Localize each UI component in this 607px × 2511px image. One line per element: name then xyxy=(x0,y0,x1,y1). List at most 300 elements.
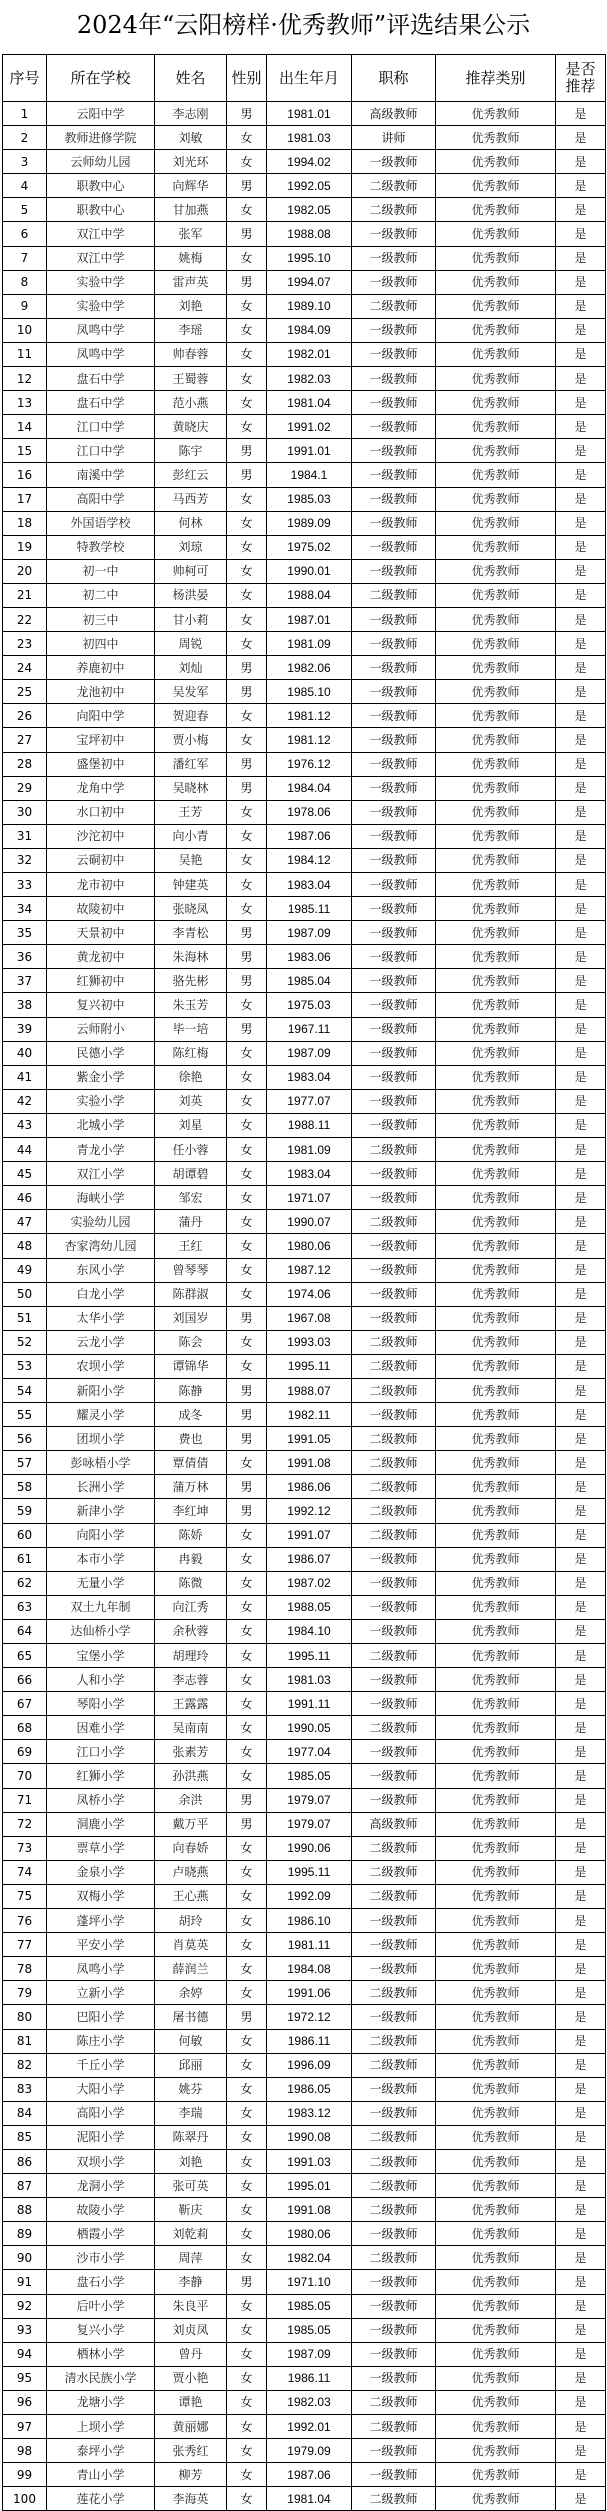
cell-school: 职教中心 xyxy=(47,198,155,222)
table-row xyxy=(3,873,606,897)
cell-gender: 女 xyxy=(227,487,267,511)
table-row xyxy=(3,921,606,945)
cell-birth: 1995.11 xyxy=(267,1860,352,1884)
cell-index: 23 xyxy=(3,632,47,656)
cell-recommended: 是 xyxy=(556,1836,606,1860)
cell-index: 29 xyxy=(3,776,47,800)
cell-school: 平安小学 xyxy=(47,1933,155,1957)
table-row xyxy=(3,2077,606,2101)
cell-title: 一级教师 xyxy=(352,1113,436,1137)
cell-gender: 女 xyxy=(227,1065,267,1089)
cell-school: 青山小学 xyxy=(47,2463,155,2487)
cell-gender: 女 xyxy=(227,1981,267,2005)
cell-name: 陈红梅 xyxy=(155,1041,227,1065)
cell-index: 93 xyxy=(3,2318,47,2342)
cell-category: 优秀教师 xyxy=(436,2149,556,2173)
cell-index: 4 xyxy=(3,174,47,198)
cell-school: 盛堡初中 xyxy=(47,752,155,776)
cell-title: 二级教师 xyxy=(352,1475,436,1499)
cell-category: 优秀教师 xyxy=(436,2487,556,2511)
cell-school: 团坝小学 xyxy=(47,1427,155,1451)
cell-recommended: 是 xyxy=(556,1981,606,2005)
cell-category: 优秀教师 xyxy=(436,2005,556,2029)
cell-name: 胡玲 xyxy=(155,1909,227,1933)
cell-recommended: 是 xyxy=(556,1065,606,1089)
cell-gender: 男 xyxy=(227,439,267,463)
cell-recommended: 是 xyxy=(556,1499,606,1523)
cell-birth: 1987.12 xyxy=(267,1258,352,1282)
table-row xyxy=(3,2246,606,2270)
cell-school: 江口中学 xyxy=(47,439,155,463)
cell-gender: 女 xyxy=(227,1138,267,1162)
cell-index: 69 xyxy=(3,1740,47,1764)
cell-name: 黄晓庆 xyxy=(155,415,227,439)
cell-index: 51 xyxy=(3,1306,47,1330)
cell-school: 栖霞小学 xyxy=(47,2222,155,2246)
cell-school: 双土九年制 xyxy=(47,1595,155,1619)
cell-recommended: 是 xyxy=(556,2439,606,2463)
table-row xyxy=(3,2487,606,2511)
cell-title: 二级教师 xyxy=(352,1330,436,1354)
cell-birth: 1976.12 xyxy=(267,752,352,776)
cell-index: 31 xyxy=(3,824,47,848)
table-row xyxy=(3,1668,606,1692)
cell-index: 35 xyxy=(3,921,47,945)
cell-index: 70 xyxy=(3,1764,47,1788)
cell-birth: 1983.04 xyxy=(267,1065,352,1089)
cell-category: 优秀教师 xyxy=(436,1523,556,1547)
cell-category: 优秀教师 xyxy=(436,1113,556,1137)
cell-recommended: 是 xyxy=(556,1523,606,1547)
cell-gender: 男 xyxy=(227,656,267,680)
table-row xyxy=(3,1933,606,1957)
header-school: 所在学校 xyxy=(47,55,155,102)
cell-name: 王芳 xyxy=(155,800,227,824)
cell-name: 刘乾莉 xyxy=(155,2222,227,2246)
cell-birth: 1979.09 xyxy=(267,2439,352,2463)
cell-recommended: 是 xyxy=(556,102,606,126)
cell-recommended: 是 xyxy=(556,1354,606,1378)
cell-birth: 1991.02 xyxy=(267,415,352,439)
cell-title: 一级教师 xyxy=(352,222,436,246)
cell-category: 优秀教师 xyxy=(436,2053,556,2077)
cell-name: 刘琼 xyxy=(155,535,227,559)
cell-birth: 1981.04 xyxy=(267,391,352,415)
cell-index: 63 xyxy=(3,1595,47,1619)
cell-gender: 女 xyxy=(227,1860,267,1884)
cell-name: 余洪 xyxy=(155,1788,227,1812)
cell-category: 优秀教师 xyxy=(436,246,556,270)
table-row xyxy=(3,2390,606,2414)
table-row xyxy=(3,824,606,848)
cell-birth: 1979.07 xyxy=(267,1812,352,1836)
cell-category: 优秀教师 xyxy=(436,2318,556,2342)
cell-recommended: 是 xyxy=(556,2053,606,2077)
cell-index: 7 xyxy=(3,246,47,270)
cell-recommended: 是 xyxy=(556,2101,606,2125)
cell-category: 优秀教师 xyxy=(436,752,556,776)
cell-school: 红狮初中 xyxy=(47,969,155,993)
cell-name: 张秀红 xyxy=(155,2439,227,2463)
cell-gender: 男 xyxy=(227,1017,267,1041)
cell-recommended: 是 xyxy=(556,198,606,222)
cell-name: 朱海林 xyxy=(155,945,227,969)
cell-birth: 1986.05 xyxy=(267,2077,352,2101)
cell-category: 优秀教师 xyxy=(436,222,556,246)
cell-birth: 1985.05 xyxy=(267,2294,352,2318)
table-row xyxy=(3,1860,606,1884)
header-gender: 性别 xyxy=(227,55,267,102)
cell-recommended: 是 xyxy=(556,1595,606,1619)
cell-birth: 1990.06 xyxy=(267,1836,352,1860)
cell-name: 覃倩倩 xyxy=(155,1451,227,1475)
cell-birth: 1986.11 xyxy=(267,2029,352,2053)
cell-category: 优秀教师 xyxy=(436,632,556,656)
cell-birth: 1981.12 xyxy=(267,728,352,752)
cell-gender: 男 xyxy=(227,2005,267,2029)
cell-title: 一级教师 xyxy=(352,2077,436,2101)
cell-title: 二级教师 xyxy=(352,2246,436,2270)
table-row xyxy=(3,728,606,752)
cell-index: 13 xyxy=(3,391,47,415)
cell-recommended: 是 xyxy=(556,415,606,439)
cell-title: 讲师 xyxy=(352,126,436,150)
cell-gender: 女 xyxy=(227,2294,267,2318)
table-row xyxy=(3,1788,606,1812)
cell-gender: 女 xyxy=(227,800,267,824)
table-row xyxy=(3,2101,606,2125)
cell-gender: 女 xyxy=(227,1282,267,1306)
cell-index: 94 xyxy=(3,2342,47,2366)
cell-title: 一级教师 xyxy=(352,848,436,872)
cell-gender: 女 xyxy=(227,1595,267,1619)
cell-category: 优秀教师 xyxy=(436,2246,556,2270)
cell-birth: 1983.06 xyxy=(267,945,352,969)
table-row xyxy=(3,1812,606,1836)
cell-gender: 女 xyxy=(227,1764,267,1788)
cell-name: 吴艳 xyxy=(155,848,227,872)
cell-category: 优秀教师 xyxy=(436,1764,556,1788)
cell-gender: 女 xyxy=(227,318,267,342)
cell-title: 二级教师 xyxy=(352,1210,436,1234)
cell-recommended: 是 xyxy=(556,2415,606,2439)
cell-index: 33 xyxy=(3,873,47,897)
cell-gender: 女 xyxy=(227,246,267,270)
cell-recommended: 是 xyxy=(556,583,606,607)
cell-recommended: 是 xyxy=(556,439,606,463)
cell-birth: 1987.06 xyxy=(267,2463,352,2487)
cell-title: 一级教师 xyxy=(352,1258,436,1282)
cell-school: 实验小学 xyxy=(47,1089,155,1113)
table-body xyxy=(3,102,606,2511)
cell-birth: 1991.08 xyxy=(267,1451,352,1475)
table-row xyxy=(3,1836,606,1860)
cell-title: 一级教师 xyxy=(352,1282,436,1306)
cell-name: 蒲万林 xyxy=(155,1475,227,1499)
cell-index: 39 xyxy=(3,1017,47,1041)
cell-birth: 1992.12 xyxy=(267,1499,352,1523)
cell-birth: 1987.09 xyxy=(267,921,352,945)
cell-school: 凤桥小学 xyxy=(47,1788,155,1812)
cell-title: 一级教师 xyxy=(352,367,436,391)
cell-recommended: 是 xyxy=(556,1716,606,1740)
cell-index: 62 xyxy=(3,1571,47,1595)
cell-recommended: 是 xyxy=(556,1692,606,1716)
table-row xyxy=(3,897,606,921)
cell-title: 一级教师 xyxy=(352,993,436,1017)
cell-index: 9 xyxy=(3,294,47,318)
cell-title: 一级教师 xyxy=(352,1788,436,1812)
cell-school: 职教中心 xyxy=(47,174,155,198)
cell-title: 一级教师 xyxy=(352,1571,436,1595)
cell-index: 25 xyxy=(3,680,47,704)
cell-name: 余秋蓉 xyxy=(155,1619,227,1643)
cell-title: 高级教师 xyxy=(352,102,436,126)
cell-title: 一级教师 xyxy=(352,680,436,704)
table-row xyxy=(3,656,606,680)
cell-index: 90 xyxy=(3,2246,47,2270)
cell-name: 刘星 xyxy=(155,1113,227,1137)
cell-index: 18 xyxy=(3,511,47,535)
cell-category: 优秀教师 xyxy=(436,1571,556,1595)
cell-category: 优秀教师 xyxy=(436,2174,556,2198)
cell-category: 优秀教师 xyxy=(436,535,556,559)
cell-birth: 1981.03 xyxy=(267,1668,352,1692)
cell-school: 金泉小学 xyxy=(47,1860,155,1884)
cell-gender: 女 xyxy=(227,873,267,897)
cell-title: 二级教师 xyxy=(352,1451,436,1475)
cell-birth: 1988.11 xyxy=(267,1113,352,1137)
cell-category: 优秀教师 xyxy=(436,1812,556,1836)
cell-recommended: 是 xyxy=(556,632,606,656)
cell-gender: 男 xyxy=(227,2270,267,2294)
table-row xyxy=(3,1692,606,1716)
cell-recommended: 是 xyxy=(556,246,606,270)
cell-school: 因难小学 xyxy=(47,1716,155,1740)
cell-birth: 1995.11 xyxy=(267,1644,352,1668)
cell-recommended: 是 xyxy=(556,511,606,535)
cell-recommended: 是 xyxy=(556,1282,606,1306)
cell-category: 优秀教师 xyxy=(436,2463,556,2487)
cell-school: 清水民族小学 xyxy=(47,2366,155,2390)
cell-school: 陈庄小学 xyxy=(47,2029,155,2053)
cell-gender: 女 xyxy=(227,415,267,439)
table-row xyxy=(3,1619,606,1643)
cell-birth: 1983.04 xyxy=(267,873,352,897)
cell-gender: 女 xyxy=(227,1836,267,1860)
cell-school: 洞鹿小学 xyxy=(47,1812,155,1836)
cell-index: 15 xyxy=(3,439,47,463)
cell-title: 二级教师 xyxy=(352,2390,436,2414)
cell-school: 东风小学 xyxy=(47,1258,155,1282)
cell-name: 朱玉芳 xyxy=(155,993,227,1017)
cell-title: 一级教师 xyxy=(352,921,436,945)
cell-name: 张可英 xyxy=(155,2174,227,2198)
cell-recommended: 是 xyxy=(556,2077,606,2101)
cell-birth: 1971.07 xyxy=(267,1186,352,1210)
cell-index: 14 xyxy=(3,415,47,439)
cell-name: 费也 xyxy=(155,1427,227,1451)
cell-birth: 1984.1 xyxy=(267,463,352,487)
cell-category: 优秀教师 xyxy=(436,1330,556,1354)
cell-gender: 男 xyxy=(227,1403,267,1427)
cell-birth: 1995.11 xyxy=(267,1354,352,1378)
cell-index: 77 xyxy=(3,1933,47,1957)
cell-category: 优秀教师 xyxy=(436,728,556,752)
table-row xyxy=(3,1909,606,1933)
cell-birth: 1988.07 xyxy=(267,1378,352,1402)
cell-gender: 男 xyxy=(227,680,267,704)
cell-index: 91 xyxy=(3,2270,47,2294)
cell-index: 17 xyxy=(3,487,47,511)
cell-gender: 女 xyxy=(227,1619,267,1643)
cell-index: 96 xyxy=(3,2390,47,2414)
cell-name: 孙洪燕 xyxy=(155,1764,227,1788)
cell-school: 龙角中学 xyxy=(47,776,155,800)
cell-category: 优秀教师 xyxy=(436,1475,556,1499)
cell-gender: 女 xyxy=(227,824,267,848)
cell-title: 一级教师 xyxy=(352,487,436,511)
cell-birth: 1990.07 xyxy=(267,1210,352,1234)
cell-gender: 女 xyxy=(227,2053,267,2077)
cell-index: 10 xyxy=(3,318,47,342)
cell-birth: 1996.09 xyxy=(267,2053,352,2077)
cell-category: 优秀教师 xyxy=(436,463,556,487)
cell-index: 97 xyxy=(3,2415,47,2439)
cell-school: 泥阳小学 xyxy=(47,2125,155,2149)
cell-gender: 女 xyxy=(227,2101,267,2125)
cell-birth: 1984.09 xyxy=(267,318,352,342)
cell-gender: 女 xyxy=(227,1451,267,1475)
cell-title: 一级教师 xyxy=(352,415,436,439)
cell-title: 一级教师 xyxy=(352,1668,436,1692)
cell-birth: 1982.04 xyxy=(267,2246,352,2270)
cell-school: 实验中学 xyxy=(47,270,155,294)
cell-school: 太华小学 xyxy=(47,1306,155,1330)
cell-name: 李静 xyxy=(155,2270,227,2294)
cell-index: 21 xyxy=(3,583,47,607)
cell-gender: 女 xyxy=(227,2439,267,2463)
cell-birth: 1991.06 xyxy=(267,1981,352,2005)
table-row xyxy=(3,270,606,294)
cell-index: 1 xyxy=(3,102,47,126)
cell-school: 新津小学 xyxy=(47,1499,155,1523)
cell-school: 高阳中学 xyxy=(47,487,155,511)
cell-name: 陈群淑 xyxy=(155,1282,227,1306)
cell-index: 5 xyxy=(3,198,47,222)
cell-gender: 女 xyxy=(227,607,267,631)
cell-index: 24 xyxy=(3,656,47,680)
cell-birth: 1967.11 xyxy=(267,1017,352,1041)
cell-title: 一级教师 xyxy=(352,2318,436,2342)
cell-title: 二级教师 xyxy=(352,2174,436,2198)
cell-recommended: 是 xyxy=(556,1017,606,1041)
cell-gender: 女 xyxy=(227,1884,267,1908)
cell-title: 一级教师 xyxy=(352,1162,436,1186)
cell-title: 一级教师 xyxy=(352,824,436,848)
table-row xyxy=(3,993,606,1017)
table-row xyxy=(3,1306,606,1330)
cell-category: 优秀教师 xyxy=(436,1619,556,1643)
cell-index: 79 xyxy=(3,1981,47,2005)
table-row xyxy=(3,198,606,222)
cell-index: 100 xyxy=(3,2487,47,2511)
cell-recommended: 是 xyxy=(556,993,606,1017)
cell-index: 73 xyxy=(3,1836,47,1860)
cell-category: 优秀教师 xyxy=(436,776,556,800)
table-row xyxy=(3,2174,606,2198)
cell-gender: 男 xyxy=(227,102,267,126)
cell-index: 19 xyxy=(3,535,47,559)
table-row xyxy=(3,1716,606,1740)
cell-title: 一级教师 xyxy=(352,945,436,969)
table-row xyxy=(3,1258,606,1282)
cell-title: 一级教师 xyxy=(352,2439,436,2463)
cell-gender: 女 xyxy=(227,126,267,150)
cell-school: 蓬坪小学 xyxy=(47,1909,155,1933)
table-row xyxy=(3,102,606,126)
cell-index: 80 xyxy=(3,2005,47,2029)
cell-birth: 1982.03 xyxy=(267,367,352,391)
cell-index: 57 xyxy=(3,1451,47,1475)
cell-title: 二级教师 xyxy=(352,198,436,222)
cell-category: 优秀教师 xyxy=(436,704,556,728)
cell-category: 优秀教师 xyxy=(436,1306,556,1330)
cell-name: 戴万平 xyxy=(155,1812,227,1836)
cell-title: 一级教师 xyxy=(352,1234,436,1258)
cell-title: 一级教师 xyxy=(352,246,436,270)
cell-name: 薛润兰 xyxy=(155,1957,227,1981)
cell-school: 莲花小学 xyxy=(47,2487,155,2511)
table-row xyxy=(3,583,606,607)
cell-index: 30 xyxy=(3,800,47,824)
cell-name: 刘艳 xyxy=(155,2149,227,2173)
cell-recommended: 是 xyxy=(556,463,606,487)
cell-name: 雷声英 xyxy=(155,270,227,294)
cell-birth: 1981.12 xyxy=(267,704,352,728)
cell-birth: 1994.07 xyxy=(267,270,352,294)
cell-recommended: 是 xyxy=(556,487,606,511)
cell-birth: 1975.03 xyxy=(267,993,352,1017)
cell-name: 陈会 xyxy=(155,1330,227,1354)
cell-title: 二级教师 xyxy=(352,1716,436,1740)
cell-index: 47 xyxy=(3,1210,47,1234)
cell-gender: 男 xyxy=(227,270,267,294)
cell-gender: 女 xyxy=(227,1692,267,1716)
cell-gender: 女 xyxy=(227,993,267,1017)
cell-index: 46 xyxy=(3,1186,47,1210)
table-row xyxy=(3,1403,606,1427)
cell-index: 83 xyxy=(3,2077,47,2101)
table-row xyxy=(3,126,606,150)
cell-school: 盘石中学 xyxy=(47,391,155,415)
cell-birth: 1977.04 xyxy=(267,1740,352,1764)
table-row xyxy=(3,391,606,415)
cell-category: 优秀教师 xyxy=(436,656,556,680)
cell-gender: 女 xyxy=(227,2125,267,2149)
cell-recommended: 是 xyxy=(556,174,606,198)
cell-gender: 女 xyxy=(227,511,267,535)
header-index: 序号 xyxy=(3,55,47,102)
header-row xyxy=(3,55,606,102)
cell-recommended: 是 xyxy=(556,1957,606,1981)
cell-index: 42 xyxy=(3,1089,47,1113)
cell-birth: 1982.01 xyxy=(267,342,352,366)
cell-gender: 男 xyxy=(227,1812,267,1836)
cell-birth: 1985.10 xyxy=(267,680,352,704)
cell-gender: 女 xyxy=(227,294,267,318)
cell-school: 复兴小学 xyxy=(47,2318,155,2342)
